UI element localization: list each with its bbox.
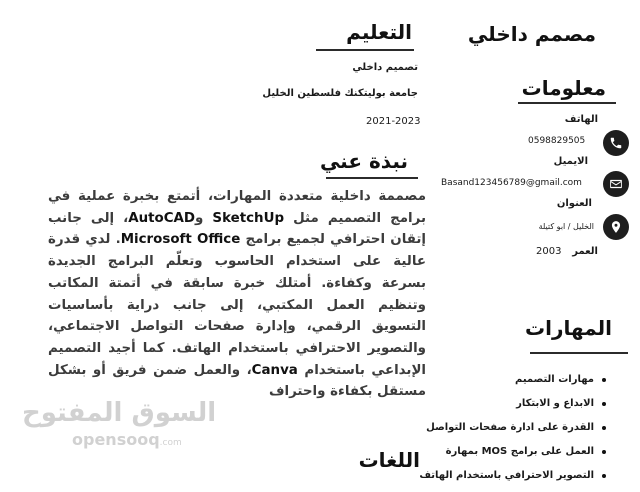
watermark-arabic: السوق المفتوح (22, 398, 217, 428)
skills-title: المهارات (525, 316, 612, 340)
phone-label: الهاتف (564, 114, 598, 125)
age-label: العمر (572, 246, 598, 257)
about-text: مصممة داخلية متعددة المهارات، أتمتع بخبرة عملية في برامج التصميم مثل SketchUp وAutoCAD، إلى جانب إتقان احترافي لجميع برامج Microsoft Office. لدي قدرة عالية على استخدام الحاسوب وتعلّم البرامج الجديدة بسرعة وكفاءة. أمتلك خبرة سابقة في أتمتة المكاتب وتنظيم العمل المكتبي، إلى جانب دراية بأساسيات التسويق الرقمي، وإدارة صفحات التواصل الاجتماعي، والتصوير الاحترافي باستخدام الهاتف. كما أجيد التصميم الإبداعي باستخدام Canva، والعمل ضمن فريق أو بشكل مستقل بكفاءة واحتراف (48, 189, 427, 400)
address-value: الخليل / ابو كتيلة (538, 222, 594, 231)
info-rule (518, 102, 616, 104)
email-icon (603, 171, 629, 197)
list-item: التصوير الاحترافي باستخدام الهاتف (398, 468, 608, 492)
email-value: Basand123456789@gmail.com (441, 178, 582, 188)
phone-value: 0598829505 (528, 136, 586, 146)
education-rule (316, 49, 414, 51)
about-rule (326, 177, 418, 179)
skills-list (398, 372, 608, 492)
education-university: جامعة بوليتكنك فلسطين الخليل (262, 88, 418, 99)
location-icon (603, 214, 629, 240)
cv-name: مصمم داخلي (467, 22, 596, 46)
age-value: 2003 (536, 246, 562, 257)
opensooq-watermark (22, 398, 217, 449)
list-item: العمل على برامج MOS بمهارة (398, 444, 608, 468)
email-label: الايميل (553, 156, 588, 167)
address-label: العنوان (556, 198, 592, 209)
info-title: معلومات (521, 76, 606, 100)
list-item: القدرة على ادارة صفحات التواصل (398, 420, 608, 444)
languages-title: اللغات (358, 448, 420, 472)
list-item: مهارات التصميم (398, 372, 608, 396)
about-title: نبذة عني (319, 149, 408, 173)
education-degree: تصميم داخلي (352, 62, 418, 73)
watermark-latin: opensooq (72, 430, 160, 449)
skills-rule (530, 352, 628, 354)
phone-icon (603, 130, 629, 156)
list-item: الابداع و الابتكار (398, 396, 608, 420)
education-years: 2021-2023 (366, 116, 421, 127)
education-title: التعليم (346, 20, 412, 44)
watermark-suffix: .com (159, 438, 182, 448)
